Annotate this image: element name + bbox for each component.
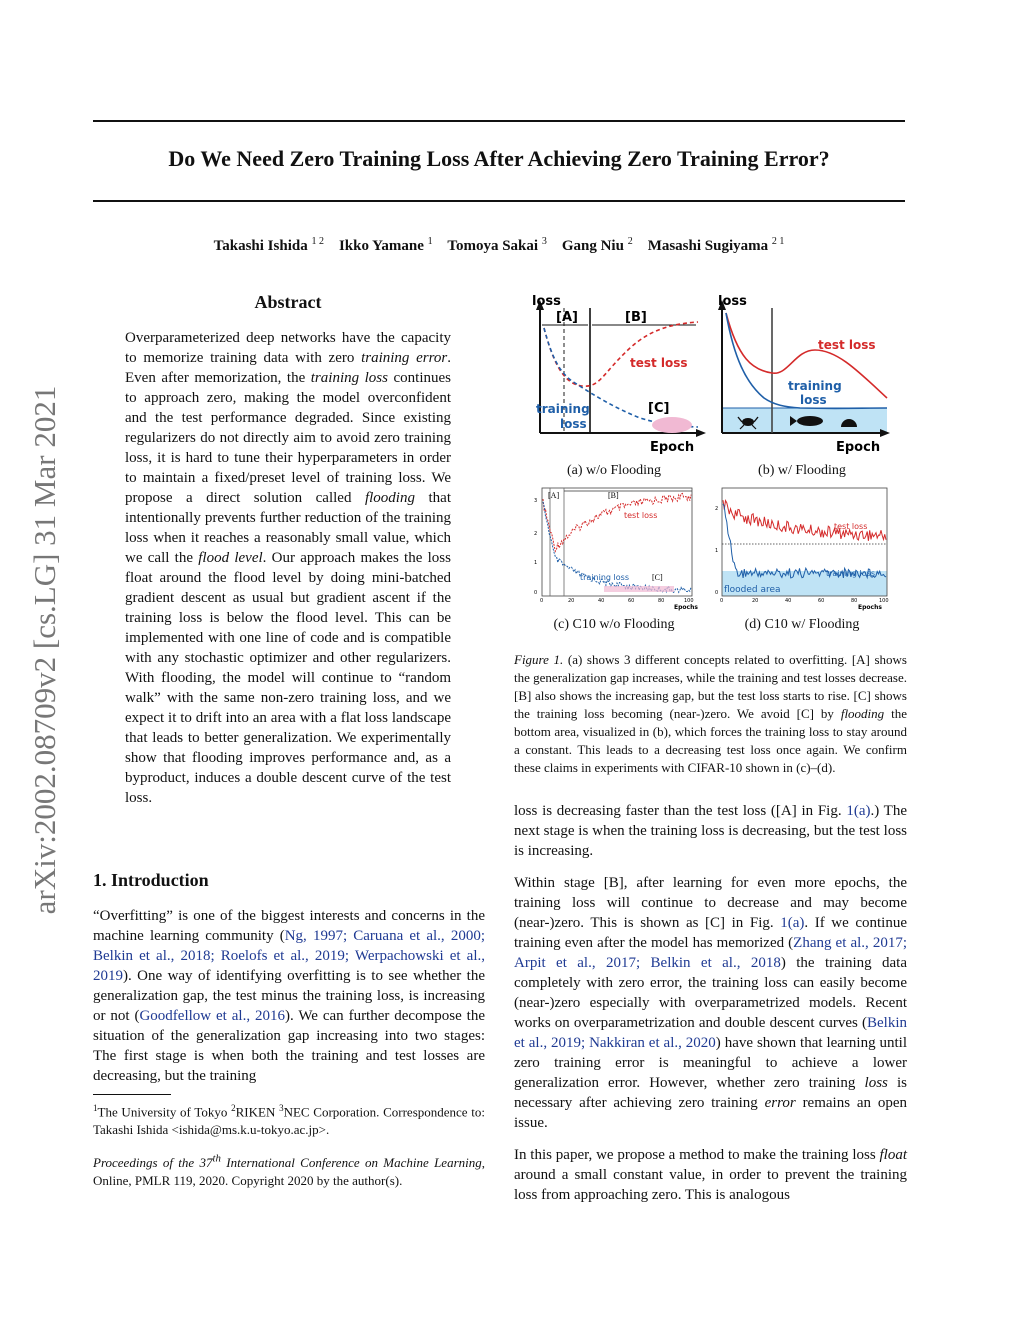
subfigure-label-c: (c) C10 w/o Flooding — [553, 617, 675, 632]
paper-title: Do We Need Zero Training Loss After Achieving Zero Training Error? — [168, 146, 830, 171]
x-tick-label: 0 — [540, 598, 544, 604]
introduction-paragraph: “Overfitting” is one of the biggest interests and concerns in the machine learning community (Ng, 1997; Caruana et al., 2000; Belkin et al., 2018; Roelofs et al., 2019; Werpachowski et al., 2019). One way of identifying overfitting is to see whether the generalization gap, the test minus the training loss, is increasing or not (Goodfellow et al., 2016). We can further decompose the situation of the generalization gap increasing into two stages: The first stage is when both the training and test losses are decreasing, but the training — [93, 908, 485, 1084]
x-tick-label: 100 — [684, 598, 694, 604]
x-tick-label: 60 — [628, 598, 635, 604]
figure-1 — [520, 288, 900, 613]
test-loss-series — [723, 500, 886, 541]
stage-a-tag: [A] — [548, 491, 560, 500]
x-tick-label: 40 — [598, 598, 605, 604]
training-loss-label: loss — [560, 417, 587, 431]
panel-a-ylabel: loss — [532, 294, 561, 309]
panel-d-xlabel: Epochs — [858, 604, 882, 611]
author-affiliation: 3 — [541, 236, 547, 247]
paragraph: loss is decreasing faster than the test loss ([A] in Fig. 1(a).) The next stage is when the training loss is decreasing, but the test loss is increasing. — [514, 803, 908, 859]
right-column-text — [514, 801, 907, 1217]
test-loss-label: test loss — [630, 356, 688, 370]
author-affiliation: 1 — [427, 236, 433, 247]
stage-a-tag: [A] — [556, 310, 578, 325]
test-loss-curve — [544, 322, 698, 386]
stage-b-tag: [B] — [608, 491, 619, 500]
footnote-rule — [93, 1094, 171, 1095]
x-tick-label: 80 — [658, 598, 665, 604]
subfigure-label-b: (b) w/ Flooding — [758, 463, 846, 478]
figure-caption: Figure 1. (a) shows 3 different concepts related to overfitting. [A] shows the generalization gap increases, while the training and test losses decrease. [B] also shows the increasing gap, but the test loss starts to rise. [C] shows the training loss becoming (near-)zero. We avoid [C] by flooding the bottom area, visualized in (b), which forces the training loss to stay around a constant. This leads to a decreasing test loss once again. We confirm these claims in experiments with CIFAR-10 shown in (c)–(d). — [514, 652, 907, 775]
y-tick-label: 0 — [534, 590, 538, 596]
flooded-area-label: flooded area — [724, 585, 781, 595]
y-tick-label: 2 — [715, 506, 719, 512]
x-tick-label: 100 — [879, 598, 889, 604]
proceedings-note: Proceedings of the 37th International Conference on Machine Learning, Online, PMLR 119, 2020. Copyright 2020 by the author(s). — [93, 1153, 485, 1189]
panel-a-schematic — [532, 294, 706, 455]
stage-b-tag: [B] — [625, 310, 647, 325]
title-bottom-rule — [93, 200, 905, 202]
test-loss-series — [543, 493, 691, 551]
panel-d-cifar10-flooding — [715, 488, 889, 611]
author-affiliation: 2 — [627, 236, 633, 247]
author-name: Takashi Ishida — [213, 238, 308, 254]
y-tick-label: 3 — [534, 498, 538, 504]
training-loss-label: training loss — [580, 573, 629, 582]
x-tick-label: 0 — [720, 598, 724, 604]
section-heading-introduction: 1. Introduction — [93, 870, 209, 890]
y-tick-label: 1 — [534, 560, 538, 566]
panel-b-xlabel: Epoch — [836, 440, 881, 455]
arxiv-stamp — [20, 350, 70, 950]
test-loss-label: test loss — [834, 522, 868, 531]
subfigure-label-a: (a) w/o Flooding — [566, 463, 662, 478]
author-name: Tomoya Sakai — [447, 238, 539, 254]
paragraph: Within stage [B], after learning for even more epochs, the training loss will continue to decrease and may become (near-)zero. This is shown as [C] in Fig. 1(a). If we continue training even after the model has memorized (Zhang et al., 2017; Arpit et al., 2017; Belkin et al., 2018) the training data completely with zero error, the training loss can easily become (near-)zero especially with overparametrized models. Recent works on overparametrization and double descent curves (Belkin et al., 2019; Nakkiran et al., 2020) have shown that learning until zero training error is meaningful to achieve a lower generalization error. However, whether zero training loss is necessary after achieving zero training error remains an open issue. — [514, 875, 908, 1131]
arrow-icon — [696, 429, 706, 437]
author-name: Ikko Yamane — [338, 238, 424, 254]
author-name: Masashi Sugiyama — [647, 238, 769, 254]
y-tick-label: 0 — [715, 590, 719, 596]
abstract-body: Overparameterized deep networks have the capacity to memorize training data with zero training error. Even after memorization, the training loss continues to approach zero, making the model overconfident and the test performance degraded. Since existing regularizers do not directly aim to avoid zero training loss, it is hard to tune their hyperparameters in order to maintain a fixed/preset level of training loss. We propose a direct solution called flooding that intentionally prevents further reduction of the training loss when it reaches a reasonably small value, which we call the flood level. Our approach makes the loss float around the flood level by doing mini-batched gradient descent as usual but gradient ascent if the training loss is below the flood level. This can be implemented with one line of code and is compatible with any stochastic optimizer and other regularizers. With flooding, the model will continue to “random walk” with the same non-zero training loss, and we expect it to drift into an area with a flat loss landscape that leads to better generalization. We experimentally show that flooding improves performance and, as a byproduct, induces a double descent curve of the test loss. — [125, 330, 451, 806]
stage-c-tag: [C] — [648, 401, 670, 416]
author-name: Gang Niu — [561, 238, 624, 254]
training-loss-series — [723, 504, 886, 578]
subfigure-label-d: (d) C10 w/ Flooding — [744, 617, 860, 632]
x-tick-label: 60 — [818, 598, 825, 604]
figure-ref-link[interactable]: 1(a) — [846, 803, 871, 819]
x-tick-label: 40 — [785, 598, 792, 604]
training-loss-label: training — [536, 402, 590, 416]
x-tick-label: 80 — [851, 598, 858, 604]
zero-loss-region — [604, 586, 674, 592]
affiliation-footnote: $^1$The University of Tokyo $^2$RIKEN $^3$NEC Corporation. Correspondence to: Takashi Ishida <ishida@ms.k.u-tokyo.ac.jp>. — [93, 1103, 486, 1138]
y-tick-label: 2 — [534, 531, 538, 537]
training-loss-label: loss — [800, 393, 827, 407]
x-tick-label: 20 — [568, 598, 575, 604]
abstract-heading: Abstract — [254, 292, 322, 312]
top-rule — [93, 120, 905, 122]
training-loss-label: training — [788, 379, 842, 393]
test-loss-label: test loss — [624, 511, 658, 520]
stage-c-tag: [C] — [652, 573, 663, 582]
author-affiliation: 1 2 — [311, 236, 324, 247]
citation-link[interactable]: Ng, 1997; Caruana et al., 2000; Belkin et al., 2018; Roelofs et al., 2019; Werpachowski et al., 2019 — [93, 928, 485, 984]
panel-c-xlabel: Epochs — [674, 604, 698, 611]
panel-c-cifar10-no-flooding — [534, 488, 698, 611]
figure-ref-link[interactable]: 1(a) — [780, 915, 805, 931]
author-affiliation: 2 1 — [771, 236, 785, 247]
citation-link[interactable]: Zhang et al., 2017; Arpit et al., 2017; Belkin et al., 2018 — [514, 935, 907, 971]
panel-b-ylabel: loss — [718, 294, 747, 309]
panel-b-schematic — [718, 294, 890, 455]
paragraph: In this paper, we propose a method to make the training loss float around a small constant value, in order to prevent the training loss from approaching zero. This is analogous — [514, 1147, 907, 1203]
panel-a-xlabel: Epoch — [650, 440, 695, 455]
training-loss-label: training loss — [826, 569, 875, 578]
citation-link[interactable]: Belkin et al., 2019; Nakkiran et al., 2020 — [514, 1015, 907, 1051]
x-tick-label: 20 — [752, 598, 759, 604]
author-list — [93, 236, 905, 255]
zero-loss-region — [652, 417, 692, 433]
test-loss-label: test loss — [818, 338, 876, 352]
citation-link[interactable]: Goodfellow et al., 2016 — [139, 1008, 285, 1024]
y-tick-label: 1 — [715, 548, 719, 554]
arxiv-stamp-text: arXiv:2002.08709v2 [cs.LG] 31 Mar 2021 — [27, 385, 62, 915]
